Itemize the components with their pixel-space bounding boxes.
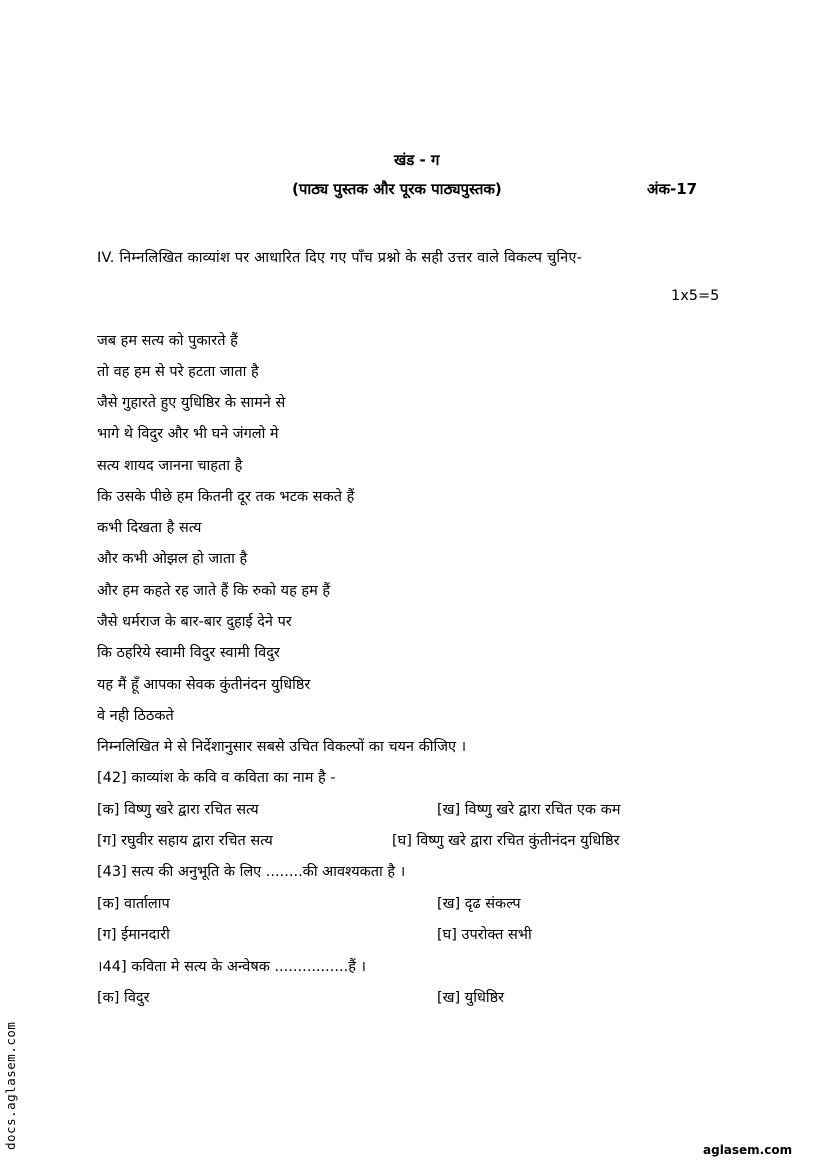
poem-line: सत्य शायद जानना चाहता है [97, 458, 243, 474]
poem-line: वे नही ठिठकते [97, 708, 174, 724]
poem-line: जैसे गुहारते हुए युधिष्ठिर के सामने से [97, 395, 286, 411]
poem-line: कि ठहरिये स्वामी विदुर स्वामी विदुर [97, 645, 280, 661]
option-ka: [क] विदुर [97, 990, 150, 1006]
question-text: [42] काव्यांश के कवि व कविता का नाम है - [97, 770, 336, 786]
section-title: खंड - ग [394, 151, 440, 169]
option-ga: [ग] ईमानदारी [97, 927, 170, 943]
marks-scheme: 1x5=5 [671, 288, 720, 304]
directive: निम्नलिखित मे से निर्देशानुसार सबसे उचित विकल्पों का चयन कीजिए । [97, 739, 467, 755]
poem-line: कि उसके पीछे हम कितनी दूर तक भटक सकते हैं [97, 489, 355, 505]
poem-line: यह मैं हूँ आपका सेवक कुंतीनंदन युधिष्ठिर [97, 677, 311, 693]
question-text: [43] सत्य की अनुभूति के लिए ........की आवश्यकता है । [97, 864, 406, 880]
option-ka: [क] वार्तालाप [97, 896, 170, 912]
section-subtitle: (पाठ्य पुस्तक और पूरक पाठ्यपुस्तक) [292, 180, 502, 198]
poem-line: कभी दिखता है सत्य [97, 520, 202, 536]
poem-line: और कभी ओझल हो जाता है [97, 551, 248, 567]
question-text: ।44] कविता मे सत्य के अन्वेषक ................हैं । [97, 959, 366, 975]
poem-line: भागे थे विदुर और भी घने जंगलो मे [97, 426, 279, 442]
option-ga: [ग] रघुवीर सहाय द्वारा रचित सत्य [97, 833, 273, 849]
option-kha: [ख] युधिष्ठिर [437, 990, 505, 1006]
watermark: docs.aglasem.com [3, 1021, 18, 1150]
option-kha: [ख] विष्णु खरे द्वारा रचित एक कम [437, 802, 621, 818]
poem-line: और हम कहते रह जाते हैं कि रुको यह हम हैं [97, 583, 331, 599]
option-ka: [क] विष्णु खरे द्वारा रचित सत्य [97, 802, 259, 818]
question-instruction: IV. निम्नलिखित काव्यांश पर आधारित दिए गए पाँच प्रश्नो के सही उत्तर वाले विकल्प चुनिए- [97, 250, 583, 266]
poem-line: तो वह हम से परे हटता जाता है [97, 364, 259, 380]
footer-site: aglasem.com [703, 1143, 793, 1157]
option-kha: [ख] दृढ संकल्प [437, 896, 521, 912]
option-gha: [घ] विष्णु खरे द्वारा रचित कुंतीनंदन युधिष्ठिर [392, 833, 620, 849]
poem-line: जैसे धर्मराज के बार-बार दुहाई देने पर [97, 614, 292, 630]
marks-total: अंक-17 [647, 180, 698, 198]
poem-line: जब हम सत्य को पुकारते हैं [97, 333, 238, 349]
option-gha: [घ] उपरोक्त सभी [437, 927, 532, 943]
